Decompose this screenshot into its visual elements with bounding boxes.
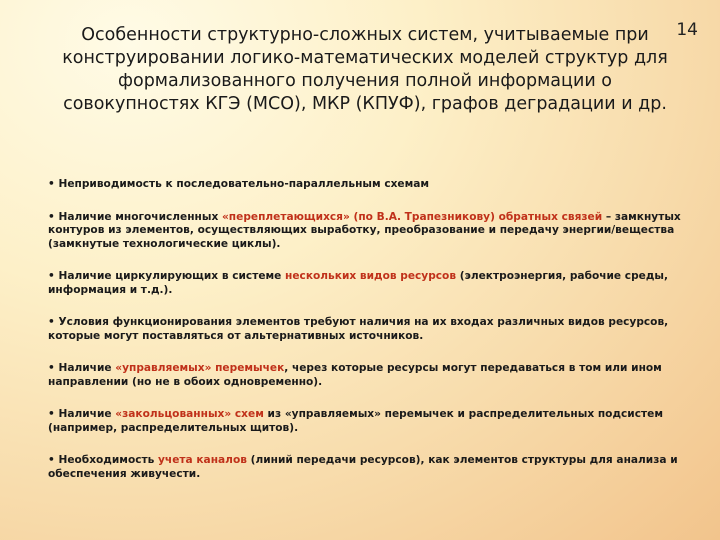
highlighted-text: «управляемых» перемычек: [115, 362, 285, 374]
slide-title: Особенности структурно-сложных систем, учитываемые при конструировании логико-математических моделей структур для формализованного получения полной информации о совокупностях КГЭ (МСО), МКР (КПУФ), графов деградации и др.: [62, 25, 668, 114]
bullet-item: [48, 316, 688, 343]
bullet-text: , через которые ресурсы могут передаваться в том или ином направлении (но не в обоих одновременно).: [48, 362, 662, 388]
bullet-text: Условия функционирования элементов требуют наличия на их входах различных видов ресурсов, которые могут поставляться от альтернативных источников.: [48, 316, 669, 342]
bullet-text: (электроэнергия, рабочие среды, информация и т.д.).: [48, 270, 669, 296]
highlighted-text: «переплетающихся» (по В.А. Трапезникову) обратных связей: [221, 210, 603, 223]
bullet-item: [48, 270, 688, 297]
bullet-text: Наличие: [54, 408, 116, 420]
bullet-marker: •: [48, 316, 55, 328]
bullet-item: [48, 454, 688, 481]
bullet-item: [48, 408, 688, 435]
bullet-text: Необходимость: [54, 454, 159, 466]
bullet-text: – замкнутых контуров из элементов, осуществляющих выработку, преобразование и передачу энергии/вещества (замкнутые технологические циклы).: [48, 210, 681, 250]
highlighted-text: «закольцованных» схем: [115, 408, 264, 420]
bullet-text: Наличие многочисленных: [54, 210, 222, 223]
bullet-text: Наличие циркулирующих в системе: [54, 270, 286, 282]
bullet-item: [48, 211, 688, 252]
bullet-item: [48, 362, 688, 389]
bullet-text: Неприводимость к последовательно-параллельным схемам: [54, 178, 430, 190]
bullet-marker: •: [48, 178, 55, 190]
bullet-text: из «управляемых» перемычек и распределительных подсистем (например, распределительных щитов).: [48, 408, 663, 434]
bullet-list: [48, 178, 688, 500]
highlighted-text: учета каналов: [158, 454, 247, 466]
bullet-marker: •: [48, 270, 55, 282]
bullet-text: (линий передачи ресурсов), как элементов структуры для анализа и обеспечения живучести.: [48, 454, 678, 480]
bullet-marker: •: [48, 408, 55, 420]
highlighted-text: нескольких видов ресурсов: [285, 270, 457, 282]
bullet-marker: •: [48, 454, 55, 466]
bullet-text: Наличие: [54, 362, 116, 374]
bullet-marker: •: [48, 210, 55, 223]
slide-number: 14: [676, 20, 698, 40]
bullet-marker: •: [48, 362, 55, 374]
bullet-item: [48, 178, 688, 192]
